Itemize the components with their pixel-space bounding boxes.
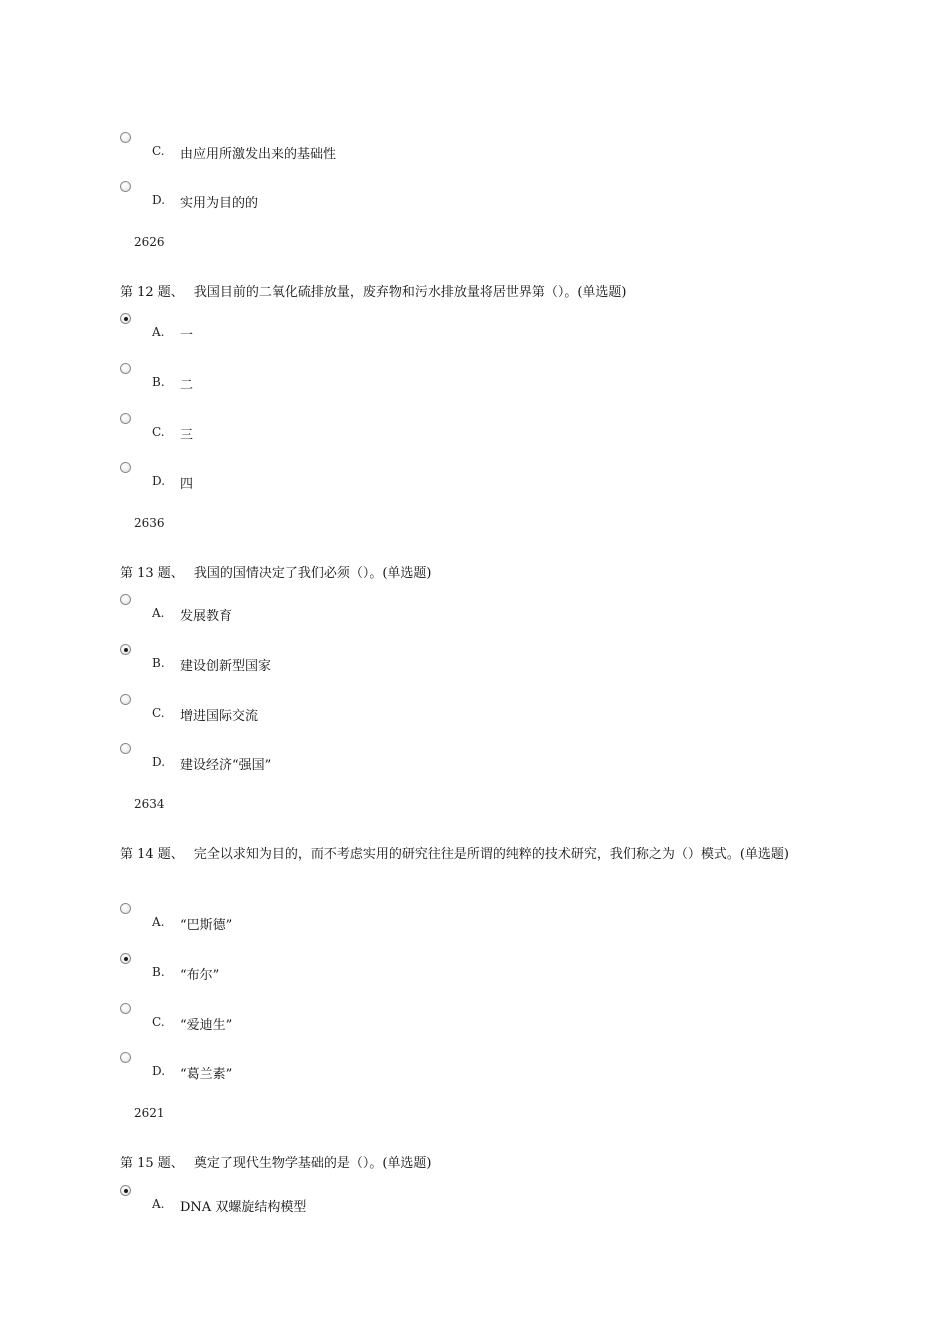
question-number: 第 12 题、 xyxy=(120,285,184,300)
question-code: 2626 xyxy=(134,235,165,249)
option-text: 建设创新型国家 xyxy=(180,659,272,674)
option-letter: D. xyxy=(152,755,166,769)
question-code: 2634 xyxy=(134,797,165,811)
option-letter: A. xyxy=(152,915,165,929)
question-text: 我国目前的二氧化硫排放量，废弃物和污水排放量将居世界第（）。(单选题) xyxy=(193,285,627,300)
option-0-0[interactable] xyxy=(120,132,720,166)
radio-button-checked-icon[interactable] xyxy=(120,953,131,964)
option-2-3[interactable] xyxy=(120,743,720,777)
option-3-1[interactable] xyxy=(120,953,720,987)
option-text: 四 xyxy=(180,477,194,492)
question-code: 2621 xyxy=(134,1106,165,1120)
option-2-2[interactable] xyxy=(120,694,720,728)
option-text: 三 xyxy=(180,428,194,443)
option-1-1[interactable] xyxy=(120,363,720,397)
option-1-3[interactable] xyxy=(120,462,720,496)
option-letter: D. xyxy=(152,1064,166,1078)
radio-button-checked-icon[interactable] xyxy=(120,644,131,655)
radio-button-checked-icon[interactable] xyxy=(120,313,131,324)
option-letter: A. xyxy=(152,325,165,339)
radio-button-icon[interactable] xyxy=(120,694,131,705)
question-13 xyxy=(120,560,835,587)
option-letter: C. xyxy=(152,1015,165,1029)
option-text: 发展教育 xyxy=(180,609,233,624)
question-code: 2636 xyxy=(134,516,165,530)
option-letter: A. xyxy=(152,606,165,620)
option-letter: D. xyxy=(152,474,166,488)
option-1-2[interactable] xyxy=(120,413,720,447)
question-12 xyxy=(120,279,835,306)
option-letter: C. xyxy=(152,425,165,439)
radio-button-checked-icon[interactable] xyxy=(120,1185,131,1196)
radio-button-icon[interactable] xyxy=(120,363,131,374)
option-text: 增进国际交流 xyxy=(180,709,259,724)
radio-button-icon[interactable] xyxy=(120,413,131,424)
option-letter: D. xyxy=(152,193,166,207)
option-text: 实用为目的的 xyxy=(180,196,259,211)
radio-button-icon[interactable] xyxy=(120,1052,131,1063)
option-text: 建设经济“强国” xyxy=(180,758,272,773)
question-number: 第 15 题、 xyxy=(120,1156,184,1171)
radio-button-icon[interactable] xyxy=(120,743,131,754)
option-2-1[interactable] xyxy=(120,644,720,678)
option-text: “爱迪生” xyxy=(180,1018,233,1033)
option-letter: A. xyxy=(152,1197,165,1211)
radio-button-icon[interactable] xyxy=(120,181,131,192)
option-letter: C. xyxy=(152,144,165,158)
option-3-3[interactable] xyxy=(120,1052,720,1086)
option-letter: B. xyxy=(152,656,165,670)
question-text: 奠定了现代生物学基础的是（）。(单选题) xyxy=(193,1156,432,1171)
option-letter: B. xyxy=(152,375,165,389)
question-number: 第 14 题、 xyxy=(120,847,184,862)
question-14 xyxy=(120,841,835,868)
option-text: “葛兰素” xyxy=(180,1067,233,1082)
option-letter: B. xyxy=(152,965,165,979)
question-text: 完全以求知为目的，而不考虑实用的研究往往是所谓的纯粹的技术研究，我们称之为（）模式。(单选题) xyxy=(193,847,789,862)
option-text: 由应用所激发出来的基础性 xyxy=(180,147,337,162)
radio-button-icon[interactable] xyxy=(120,903,131,914)
option-text: 二 xyxy=(180,378,194,393)
option-0-1[interactable] xyxy=(120,181,720,215)
option-2-0[interactable] xyxy=(120,594,720,628)
radio-button-icon[interactable] xyxy=(120,132,131,143)
option-text: 一 xyxy=(180,328,194,343)
option-text: “巴斯德” xyxy=(180,918,233,933)
question-number: 第 13 题、 xyxy=(120,566,184,581)
radio-button-icon[interactable] xyxy=(120,594,131,605)
question-15 xyxy=(120,1150,835,1177)
option-1-0[interactable] xyxy=(120,313,720,347)
option-3-2[interactable] xyxy=(120,1003,720,1037)
option-3-0[interactable] xyxy=(120,903,720,937)
option-letter: C. xyxy=(152,706,165,720)
radio-button-icon[interactable] xyxy=(120,462,131,473)
option-4-0[interactable] xyxy=(120,1185,720,1219)
question-text: 我国的国情决定了我们必须（）。(单选题) xyxy=(193,566,432,581)
option-text: DNA 双螺旋结构模型 xyxy=(180,1200,307,1215)
radio-button-icon[interactable] xyxy=(120,1003,131,1014)
option-text: “布尔” xyxy=(180,968,220,983)
